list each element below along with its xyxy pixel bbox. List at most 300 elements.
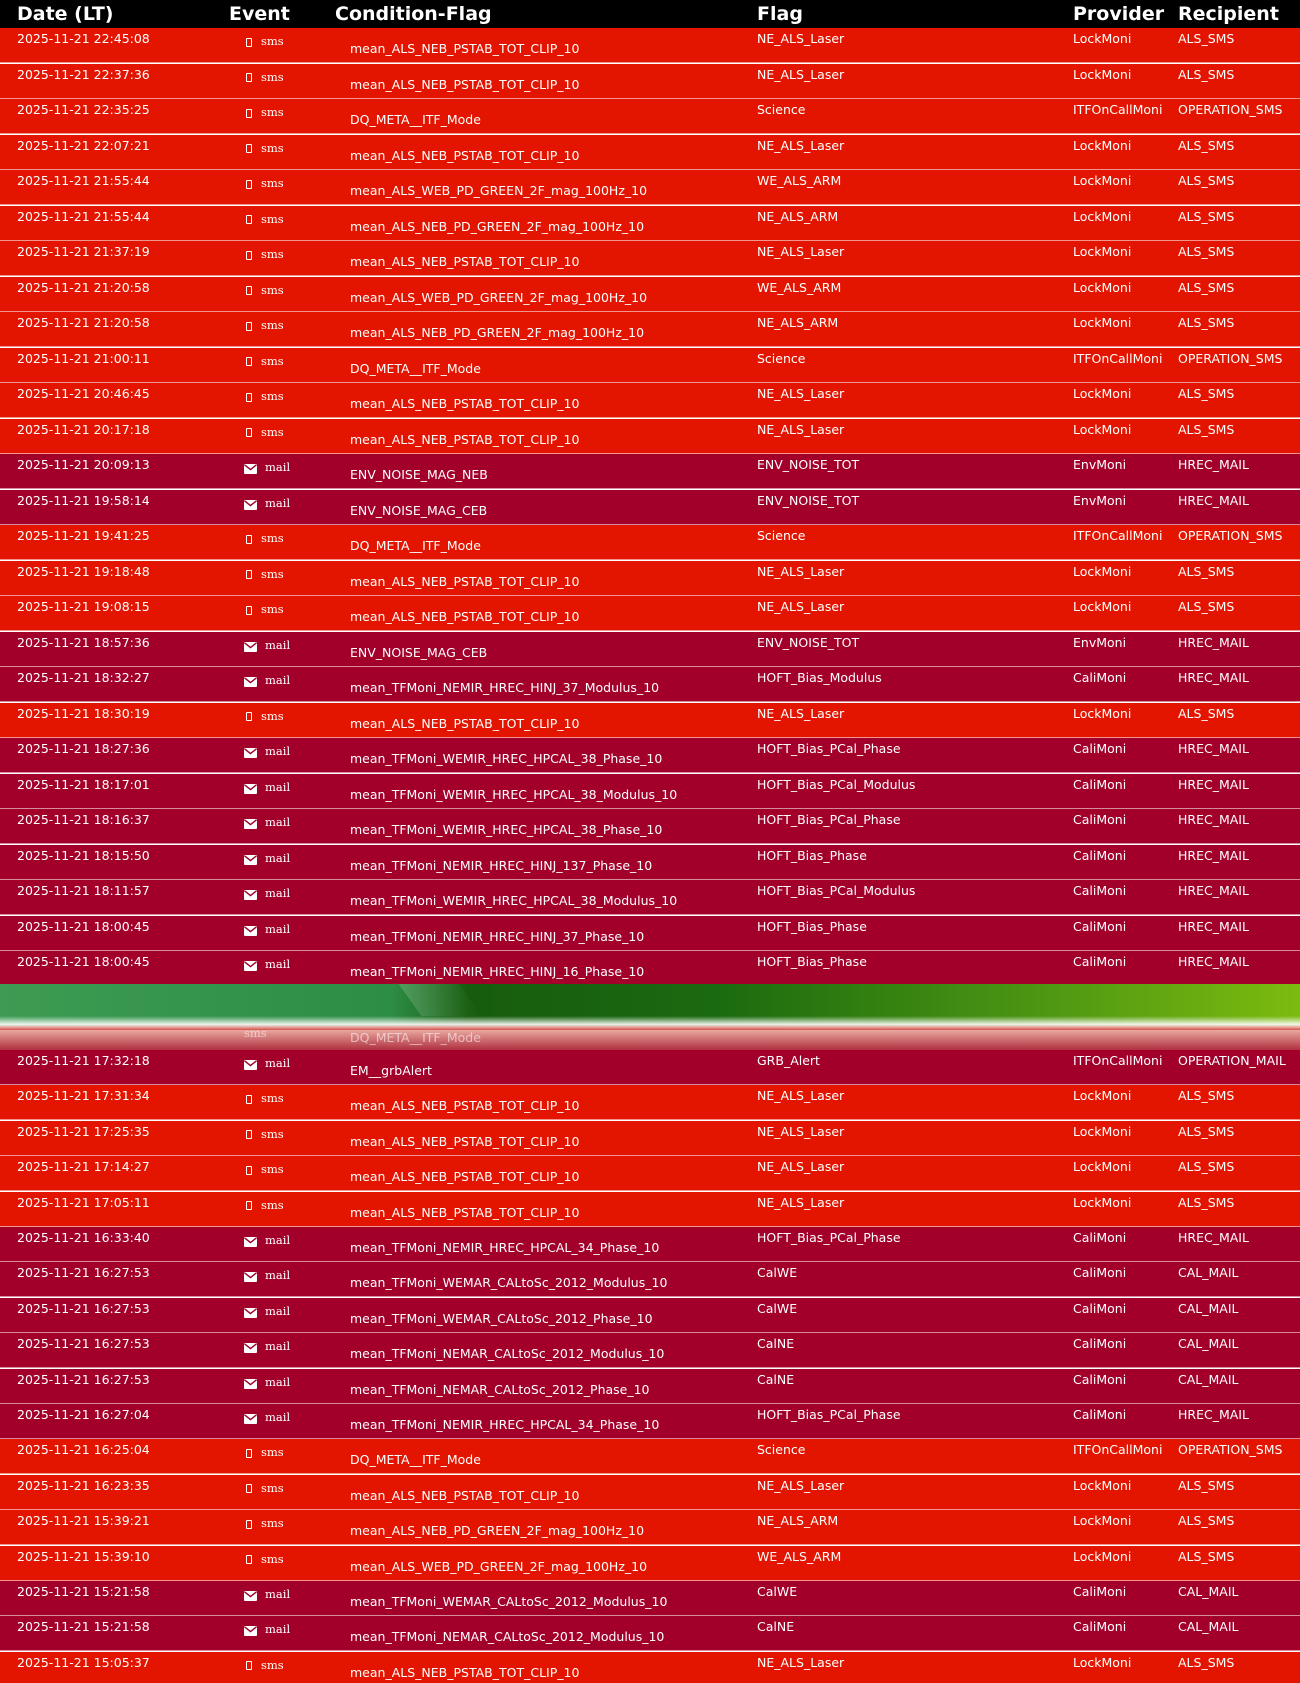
row-date: 2025-11-21 20:09:13: [17, 457, 150, 472]
row-condition-flag: EM__grbAlert: [350, 1063, 432, 1078]
row-flag: CalWE: [757, 1300, 798, 1316]
row-event-label: sms: [261, 1445, 284, 1460]
row-event-label: mail: [265, 637, 291, 652]
row-condition-flag: mean_ALS_NEB_PSTAB_TOT_CLIP_10: [350, 573, 580, 589]
row-condition-flag: mean_TFMoni_WEMIR_HREC_HPCAL_38_Modulus_10: [350, 893, 678, 908]
table-row[interactable]: [0, 703, 1300, 738]
row-event: [244, 496, 290, 510]
phone-icon: [246, 428, 252, 437]
table-row[interactable]: [0, 1652, 1300, 1683]
row-date: 2025-11-21 21:37:19: [17, 244, 150, 259]
row-provider: LockMoni: [1073, 31, 1132, 46]
row-event: [244, 886, 290, 900]
envelope-icon: [244, 499, 257, 509]
row-condition-flag: mean_TFMoni_NEMIR_HREC_HPCAL_34_Phase_10: [350, 1417, 660, 1432]
table-row[interactable]: [0, 667, 1300, 702]
phone-icon: [246, 286, 252, 295]
table-row[interactable]: [0, 490, 1300, 525]
row-event-label: mail: [265, 1303, 291, 1318]
row-event: [244, 389, 284, 403]
row-condition-flag: mean_ALS_NEB_PSTAB_TOT_CLIP_10: [350, 1169, 580, 1185]
row-condition-flag: mean_TFMoni_NEMAR_CALtoSc_2012_Phase_10: [350, 1381, 650, 1397]
row-event-label: sms: [261, 389, 284, 403]
row-event: [244, 1552, 284, 1566]
row-provider: LockMoni: [1073, 599, 1132, 614]
row-condition-flag: mean_ALS_NEB_PSTAB_TOT_CLIP_10: [350, 431, 580, 447]
row-flag: NE_ALS_Laser: [757, 705, 845, 721]
table-row[interactable]: [0, 1616, 1300, 1651]
table-row[interactable]: [0, 1085, 1300, 1120]
banner-fade: [0, 1016, 1300, 1030]
row-event-label: mail: [265, 673, 291, 687]
row-flag: HOFT_Bias_Phase: [757, 954, 867, 969]
row-flag: ENV_NOISE_TOT: [757, 634, 860, 650]
row-date: 2025-11-21 16:27:04: [17, 1407, 150, 1422]
row-provider: LockMoni: [1073, 1194, 1132, 1210]
row-event-label: mail: [265, 460, 291, 474]
row-condition-flag: mean_ALS_WEB_PD_GREEN_2F_mag_100Hz_10: [350, 183, 648, 198]
row-recipient: ALS_SMS: [1178, 1477, 1235, 1493]
row-event: [244, 744, 290, 758]
alert-table-bottom: [0, 1030, 1300, 1683]
table-row[interactable]: [0, 1192, 1300, 1227]
header-date[interactable]: Date (LT): [17, 3, 114, 25]
row-recipient: CAL_MAIL: [1178, 1336, 1239, 1352]
envelope-icon: [244, 818, 257, 828]
table-row[interactable]: [0, 1050, 1300, 1085]
envelope-icon: [244, 854, 257, 864]
row-recipient: HREC_MAIL: [1178, 634, 1249, 650]
row-date: 2025-11-21 22:45:08: [17, 31, 150, 46]
row-recipient: OPERATION_SMS: [1178, 102, 1283, 117]
row-flag: CalNE: [757, 1336, 795, 1352]
row-date: 2025-11-21 15:05:37: [17, 1654, 150, 1670]
row-event-label: mail: [265, 1339, 291, 1354]
row-recipient: ALS_SMS: [1178, 315, 1235, 330]
row-condition-flag: DQ_META__ITF_Mode: [350, 1452, 481, 1468]
table-row[interactable]: [0, 28, 1300, 63]
row-date: 2025-11-21 16:33:40: [17, 1230, 150, 1245]
row-event-label: sms: [261, 69, 284, 84]
row-event-label: sms: [261, 602, 284, 616]
envelope-icon: [244, 960, 257, 970]
row-recipient: ALS_SMS: [1178, 563, 1235, 579]
row-flag: CalNE: [757, 1371, 795, 1387]
table-row[interactable]: [0, 277, 1300, 312]
row-recipient: HREC_MAIL: [1178, 457, 1249, 472]
row-event: [244, 354, 284, 368]
row-event-label: sms: [261, 1657, 284, 1672]
row-condition-flag: mean_ALS_NEB_PSTAB_TOT_CLIP_10: [350, 1204, 580, 1220]
row-flag: NE_ALS_Laser: [757, 1088, 845, 1104]
row-recipient: OPERATION_MAIL: [1178, 1053, 1286, 1068]
row-event-label: mail: [265, 815, 291, 829]
row-date: 2025-11-21 18:30:19: [17, 705, 150, 721]
row-condition-flag: mean_ALS_NEB_PSTAB_TOT_CLIP_10: [350, 1098, 580, 1114]
table-row[interactable]: [0, 1439, 1300, 1474]
table-row[interactable]: [0, 774, 1300, 809]
envelope-icon: [244, 1307, 257, 1317]
table-row[interactable]: [0, 880, 1300, 915]
row-flag: HOFT_Bias_PCal_Phase: [757, 812, 901, 827]
row-condition-flag: mean_TFMoni_NEMIR_HREC_HPCAL_34_Phase_10: [350, 1240, 660, 1255]
phone-icon: [246, 1484, 252, 1493]
row-condition-flag: ENV_NOISE_MAG_CEB: [350, 644, 488, 660]
row-flag: HOFT_Bias_PCal_Modulus: [757, 883, 916, 898]
table-row[interactable]: [0, 1156, 1300, 1191]
phone-icon: [246, 535, 252, 544]
partial-row-condition: DQ_META__ITF_Mode: [350, 1030, 481, 1045]
row-condition-flag: mean_ALS_NEB_PSTAB_TOT_CLIP_10: [350, 41, 580, 56]
phone-icon: [246, 144, 252, 153]
phone-icon: [246, 180, 252, 189]
envelope-icon: [244, 676, 257, 686]
table-row[interactable]: [0, 1262, 1300, 1297]
row-recipient: HREC_MAIL: [1178, 1407, 1249, 1422]
phone-icon: [246, 1449, 252, 1458]
row-event: [244, 1091, 284, 1105]
row-condition-flag: mean_ALS_NEB_PSTAB_TOT_CLIP_10: [350, 147, 580, 163]
table-row[interactable]: [0, 1369, 1300, 1404]
phone-icon: [246, 1095, 252, 1104]
table-row[interactable]: [0, 383, 1300, 418]
row-provider: LockMoni: [1073, 137, 1132, 153]
row-event-label: sms: [261, 34, 284, 48]
row-flag: Science: [757, 350, 806, 366]
row-condition-flag: mean_ALS_NEB_PSTAB_TOT_CLIP_10: [350, 715, 580, 731]
row-date: 2025-11-21 20:46:45: [17, 386, 150, 401]
table-row[interactable]: [0, 1298, 1300, 1333]
row-flag: HOFT_Bias_PCal_Phase: [757, 741, 901, 756]
table-row[interactable]: [0, 525, 1300, 560]
row-provider: CaliMoni: [1073, 954, 1127, 969]
row-date: 2025-11-21 18:32:27: [17, 670, 150, 685]
row-provider: LockMoni: [1073, 1123, 1132, 1139]
row-date: 2025-11-21 18:11:57: [17, 883, 150, 898]
row-recipient: HREC_MAIL: [1178, 1230, 1249, 1245]
row-flag: NE_ALS_ARM: [757, 1513, 839, 1529]
row-condition-flag: mean_TFMoni_WEMAR_CALtoSc_2012_Modulus_10: [350, 1275, 668, 1291]
row-condition-flag: mean_TFMoni_WEMAR_CALtoSc_2012_Modulus_10: [350, 1594, 668, 1609]
row-recipient: ALS_SMS: [1178, 1513, 1235, 1529]
table-row[interactable]: [0, 312, 1300, 347]
header-condition-flag[interactable]: Condition-Flag: [335, 3, 492, 25]
partial-row: [0, 1030, 1300, 1050]
row-event: [244, 318, 284, 332]
table-row[interactable]: [0, 738, 1300, 773]
row-provider: ITFOnCallMoni: [1073, 1053, 1163, 1068]
row-date: 2025-11-21 20:17:18: [17, 421, 150, 437]
table-header: [0, 0, 1300, 28]
row-provider: LockMoni: [1073, 386, 1132, 401]
envelope-icon: [244, 925, 257, 935]
table-row[interactable]: [0, 1581, 1300, 1616]
row-event-label: sms: [261, 1197, 284, 1212]
row-recipient: ALS_SMS: [1178, 1194, 1235, 1210]
phone-icon: [246, 73, 252, 82]
row-date: 2025-11-21 21:55:44: [17, 173, 150, 188]
row-provider: CaliMoni: [1073, 741, 1127, 756]
row-condition-flag: mean_TFMoni_NEMIR_HREC_HINJ_37_Modulus_10: [350, 680, 660, 695]
envelope-icon: [244, 641, 257, 651]
table-row[interactable]: [0, 454, 1300, 489]
row-recipient: HREC_MAIL: [1178, 954, 1249, 969]
row-flag: CalNE: [757, 1619, 795, 1635]
table-row[interactable]: [0, 561, 1300, 596]
header-provider[interactable]: Provider: [1073, 3, 1165, 25]
row-provider: EnvMoni: [1073, 492, 1127, 508]
row-condition-flag: mean_TFMoni_NEMIR_HREC_HINJ_16_Phase_10: [350, 964, 645, 979]
row-event: [244, 460, 290, 474]
row-date: 2025-11-21 17:14:27: [17, 1159, 150, 1175]
table-row[interactable]: [0, 1333, 1300, 1368]
row-event: [244, 922, 290, 936]
row-date: 2025-11-21 19:58:14: [17, 492, 150, 508]
row-event: [244, 1516, 284, 1530]
row-event-label: mail: [265, 495, 291, 510]
row-recipient: HREC_MAIL: [1178, 812, 1249, 827]
envelope-icon: [244, 889, 257, 899]
row-flag: HOFT_Bias_Modulus: [757, 670, 882, 685]
row-event-label: mail: [265, 1410, 291, 1424]
phone-icon: [246, 712, 252, 721]
envelope-icon: [244, 1236, 257, 1246]
table-row[interactable]: [0, 1475, 1300, 1510]
header-flag[interactable]: Flag: [757, 3, 803, 25]
row-condition-flag: mean_ALS_NEB_PSTAB_TOT_CLIP_10: [350, 1133, 580, 1149]
row-condition-flag: ENV_NOISE_MAG_NEB: [350, 467, 488, 482]
row-event: [244, 957, 290, 971]
row-event: [244, 1410, 290, 1424]
row-provider: CaliMoni: [1073, 1230, 1127, 1245]
row-event-label: sms: [261, 1480, 284, 1495]
table-row[interactable]: [0, 916, 1300, 951]
row-provider: LockMoni: [1073, 1548, 1132, 1564]
row-flag: ENV_NOISE_TOT: [757, 492, 860, 508]
row-event: [244, 1658, 284, 1672]
row-date: 2025-11-21 16:27:53: [17, 1371, 150, 1387]
row-flag: HOFT_Bias_PCal_Phase: [757, 1230, 901, 1245]
envelope-icon: [244, 1271, 257, 1281]
row-flag: NE_ALS_Laser: [757, 31, 845, 46]
row-flag: HOFT_Bias_Phase: [757, 847, 867, 863]
table-row[interactable]: [0, 596, 1300, 631]
row-event-label: sms: [261, 211, 284, 226]
row-flag: NE_ALS_Laser: [757, 1194, 845, 1210]
row-event: [244, 1304, 290, 1318]
row-event: [244, 567, 284, 581]
row-provider: LockMoni: [1073, 66, 1132, 82]
row-date: 2025-11-21 18:57:36: [17, 634, 150, 650]
row-condition-flag: mean_ALS_WEB_PD_GREEN_2F_mag_100Hz_10: [350, 289, 648, 305]
table-row[interactable]: [0, 1227, 1300, 1262]
table-row[interactable]: [0, 348, 1300, 383]
row-flag: NE_ALS_ARM: [757, 208, 839, 224]
row-event: [244, 1268, 290, 1282]
row-event-label: mail: [265, 779, 291, 794]
row-recipient: ALS_SMS: [1178, 66, 1235, 82]
row-flag: NE_ALS_Laser: [757, 66, 845, 82]
table-row[interactable]: [0, 241, 1300, 276]
row-flag: WE_ALS_ARM: [757, 279, 842, 295]
row-recipient: HREC_MAIL: [1178, 883, 1249, 898]
row-recipient: ALS_SMS: [1178, 421, 1235, 437]
table-row[interactable]: [0, 206, 1300, 241]
table-row[interactable]: [0, 1404, 1300, 1439]
row-flag: WE_ALS_ARM: [757, 173, 842, 188]
phone-icon: [246, 215, 252, 224]
phone-icon: [246, 1661, 252, 1670]
row-recipient: ALS_SMS: [1178, 1088, 1235, 1104]
row-event-label: sms: [261, 353, 284, 368]
header-recipient[interactable]: Recipient: [1178, 3, 1279, 25]
row-date: 2025-11-21 16:23:35: [17, 1477, 150, 1493]
phone-icon: [246, 322, 252, 331]
table-row[interactable]: [0, 99, 1300, 134]
row-provider: LockMoni: [1073, 1513, 1132, 1529]
row-provider: CaliMoni: [1073, 1336, 1127, 1352]
row-recipient: ALS_SMS: [1178, 31, 1235, 46]
row-provider: LockMoni: [1073, 563, 1132, 579]
row-event: [244, 638, 290, 652]
row-event-label: mail: [265, 1622, 291, 1637]
row-provider: EnvMoni: [1073, 457, 1127, 472]
envelope-icon: [244, 1413, 257, 1423]
row-flag: NE_ALS_Laser: [757, 137, 845, 153]
row-flag: GRB_Alert: [757, 1053, 820, 1068]
banner-highlight: [399, 984, 481, 1016]
row-condition-flag: mean_ALS_WEB_PD_GREEN_2F_mag_100Hz_10: [350, 1558, 648, 1574]
envelope-icon: [244, 463, 257, 473]
table-row[interactable]: [0, 135, 1300, 170]
row-condition-flag: mean_TFMoni_WEMIR_HREC_HPCAL_38_Phase_10: [350, 822, 663, 837]
row-flag: Science: [757, 1442, 806, 1458]
row-date: 2025-11-21 16:27:53: [17, 1336, 150, 1352]
row-date: 2025-11-21 22:07:21: [17, 137, 150, 153]
phone-icon: [246, 1201, 252, 1210]
row-provider: LockMoni: [1073, 208, 1132, 224]
envelope-icon: [244, 1342, 257, 1352]
table-row[interactable]: [0, 632, 1300, 667]
row-condition-flag: mean_ALS_NEB_PSTAB_TOT_CLIP_10: [350, 76, 580, 92]
row-date: 2025-11-21 21:20:58: [17, 315, 150, 330]
row-condition-flag: mean_TFMoni_NEMIR_HREC_HINJ_37_Phase_10: [350, 928, 645, 944]
phone-icon: [246, 570, 252, 579]
table-row[interactable]: [0, 809, 1300, 844]
row-recipient: ALS_SMS: [1178, 173, 1235, 188]
row-event-label: mail: [265, 957, 291, 971]
row-provider: CaliMoni: [1073, 1584, 1127, 1599]
row-recipient: OPERATION_SMS: [1178, 350, 1283, 366]
table-row[interactable]: [0, 1510, 1300, 1545]
row-event: [244, 1056, 290, 1070]
row-date: 2025-11-21 16:27:53: [17, 1300, 150, 1316]
row-event: [244, 1622, 290, 1636]
row-condition-flag: mean_ALS_NEB_PSTAB_TOT_CLIP_10: [350, 396, 580, 411]
phone-icon: [246, 1130, 252, 1139]
row-flag: HOFT_Bias_PCal_Modulus: [757, 776, 916, 792]
row-date: 2025-11-21 17:25:35: [17, 1123, 150, 1139]
row-provider: LockMoni: [1073, 315, 1132, 330]
row-recipient: ALS_SMS: [1178, 599, 1235, 614]
row-flag: NE_ALS_Laser: [757, 244, 845, 259]
phone-icon: [246, 393, 252, 402]
row-event-label: mail: [265, 1587, 291, 1601]
row-date: 2025-11-21 16:27:53: [17, 1265, 150, 1281]
row-date: 2025-11-21 16:25:04: [17, 1442, 150, 1458]
row-event-label: sms: [261, 1126, 284, 1141]
row-event-label: mail: [265, 921, 291, 936]
row-condition-flag: mean_ALS_NEB_PSTAB_TOT_CLIP_10: [350, 254, 580, 269]
table-row[interactable]: [0, 951, 1300, 984]
row-condition-flag: DQ_META__ITF_Mode: [350, 112, 481, 127]
row-provider: CaliMoni: [1073, 883, 1127, 898]
row-event: [244, 1445, 284, 1459]
row-recipient: CAL_MAIL: [1178, 1371, 1239, 1387]
row-condition-flag: mean_ALS_NEB_PD_GREEN_2F_mag_100Hz_10: [350, 325, 645, 340]
row-event: [244, 34, 284, 48]
row-event-label: sms: [261, 140, 284, 155]
row-condition-flag: mean_ALS_NEB_PSTAB_TOT_CLIP_10: [350, 1664, 580, 1680]
row-event-label: sms: [261, 531, 284, 545]
row-provider: CaliMoni: [1073, 776, 1127, 792]
table-row[interactable]: [0, 170, 1300, 205]
row-provider: LockMoni: [1073, 1654, 1132, 1670]
row-event-label: mail: [265, 1056, 291, 1070]
row-flag: NE_ALS_Laser: [757, 1159, 845, 1175]
row-event: [244, 425, 284, 439]
row-event: [244, 1587, 290, 1601]
row-condition-flag: ENV_NOISE_MAG_CEB: [350, 502, 488, 518]
row-date: 2025-11-21 22:35:25: [17, 102, 150, 117]
row-event: [244, 176, 284, 190]
row-provider: CaliMoni: [1073, 847, 1127, 863]
row-condition-flag: mean_ALS_NEB_PD_GREEN_2F_mag_100Hz_10: [350, 218, 645, 234]
row-recipient: ALS_SMS: [1178, 1548, 1235, 1564]
row-provider: CaliMoni: [1073, 918, 1127, 934]
envelope-icon: [244, 1378, 257, 1388]
row-event: [244, 673, 290, 687]
header-event[interactable]: Event: [229, 3, 290, 25]
row-date: 2025-11-21 17:32:18: [17, 1053, 150, 1068]
row-date: 2025-11-21 18:15:50: [17, 847, 150, 863]
table-row[interactable]: [0, 845, 1300, 880]
row-date: 2025-11-21 19:08:15: [17, 599, 150, 614]
row-event-label: sms: [261, 105, 284, 119]
row-flag: Science: [757, 528, 806, 543]
row-recipient: HREC_MAIL: [1178, 776, 1249, 792]
row-flag: NE_ALS_Laser: [757, 421, 845, 437]
row-event-label: sms: [261, 176, 284, 190]
row-provider: CaliMoni: [1073, 1265, 1127, 1281]
row-condition-flag: mean_TFMoni_WEMIR_HREC_HPCAL_38_Modulus_10: [350, 786, 678, 802]
table-row[interactable]: [0, 1546, 1300, 1581]
row-event-label: sms: [261, 1162, 284, 1177]
row-event-label: mail: [265, 1233, 291, 1247]
phone-icon: [246, 357, 252, 366]
table-row[interactable]: [0, 419, 1300, 454]
row-event: [244, 709, 284, 723]
row-provider: CaliMoni: [1073, 1619, 1127, 1635]
row-provider: ITFOnCallMoni: [1073, 528, 1163, 543]
table-row[interactable]: [0, 1121, 1300, 1156]
row-event: [244, 212, 284, 226]
table-row[interactable]: [0, 64, 1300, 99]
row-event-label: mail: [265, 850, 291, 865]
row-recipient: HREC_MAIL: [1178, 741, 1249, 756]
phone-icon: [246, 109, 252, 118]
row-condition-flag: mean_TFMoni_WEMAR_CALtoSc_2012_Phase_10: [350, 1310, 653, 1326]
